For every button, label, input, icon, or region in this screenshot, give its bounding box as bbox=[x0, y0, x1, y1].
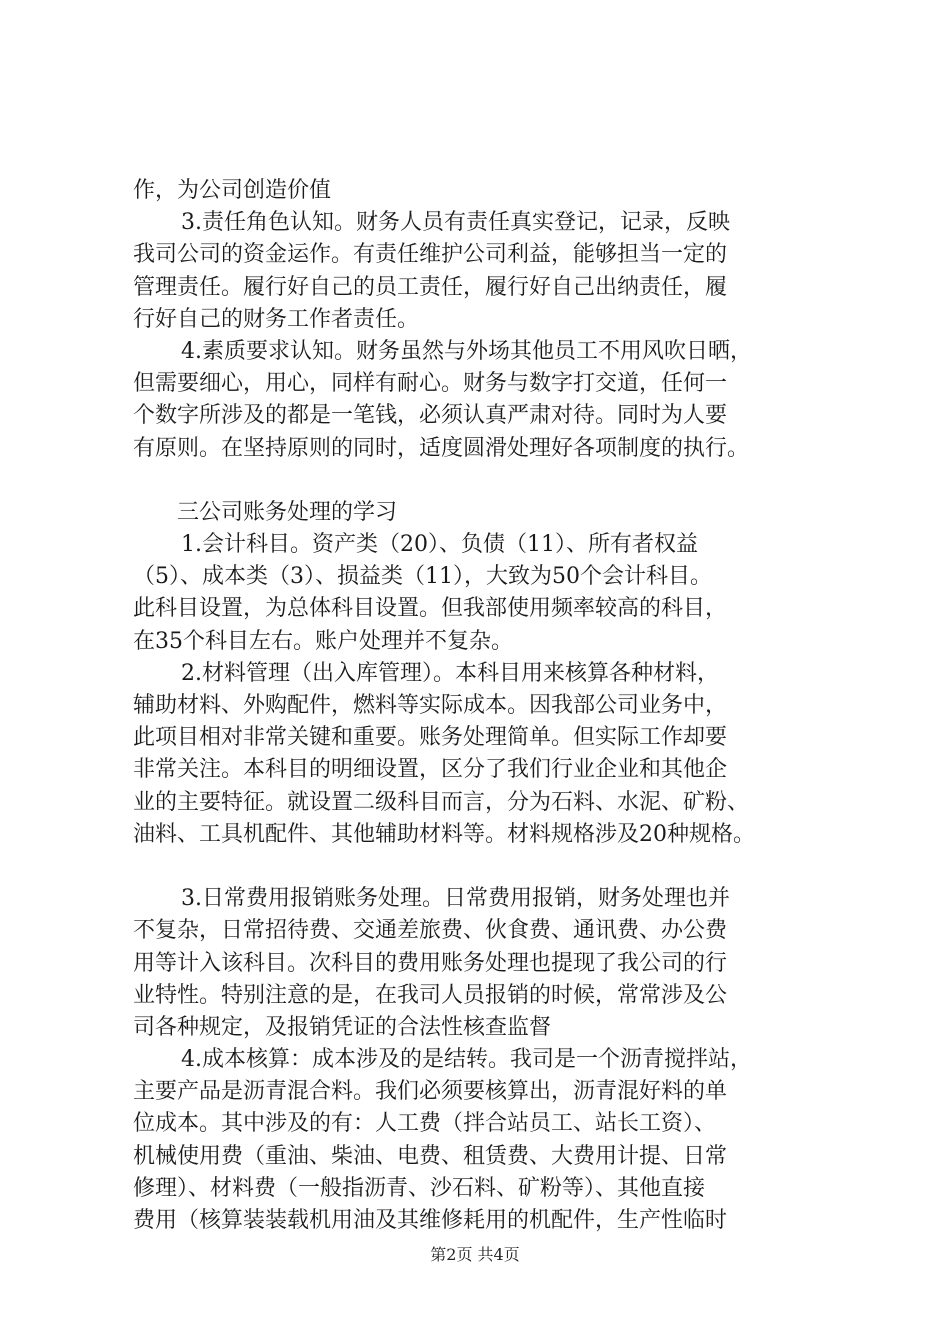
text-line: 2.材料管理（出入库管理）。本科目用来核算各种材料， bbox=[181, 660, 719, 686]
section-heading: 三公司账务处理的学习 bbox=[177, 499, 398, 525]
text-line: 3.日常费用报销账务处理。日常费用报销，财务处理也并 bbox=[181, 886, 730, 912]
text-line: 行好自己的财务工作者责任。 bbox=[133, 306, 420, 332]
text-line: 油料、工具机配件、其他辅助材料等。材料规格涉及20种规格。 bbox=[133, 821, 755, 847]
paragraph-gap bbox=[133, 851, 838, 883]
paragraph-gap bbox=[133, 465, 838, 497]
text-line: 此项目相对非常关键和重要。账务处理简单。但实际工作却要 bbox=[133, 725, 728, 751]
text-line: （5）、成本类（3）、损益类（11），大致为50个会计科目。 bbox=[133, 564, 712, 590]
text-line: 费用（核算装装载机用油及其维修耗用的机配件，生产性临时 bbox=[133, 1208, 728, 1233]
text-line: 非常关注。本科目的明细设置，区分了我们行业企业和其他企 bbox=[133, 757, 728, 783]
text-line: 此科目设置，为总体科目设置。但我部使用频率较高的科目， bbox=[133, 596, 728, 622]
document-body bbox=[133, 175, 838, 1237]
text-line: 3.责任角色认知。财务人员有责任真实登记，记录，反映 bbox=[181, 210, 730, 236]
text-line: 4.成本核算：成本涉及的是结转。我司是一个沥青搅拌站， bbox=[181, 1047, 752, 1073]
text-line: 我司公司的资金运作。有责任维护公司利益，能够担当一定的 bbox=[133, 242, 728, 268]
text-line: 用等计入该科目。次科目的费用账务处理也提现了我公司的行 bbox=[133, 950, 728, 976]
text-line: 修理）、材料费（一般指沥青、沙石料、矿粉等）、其他直接 bbox=[133, 1175, 706, 1201]
text-line: 辅助材料、外购配件，燃料等实际成本。因我部公司业务中， bbox=[133, 693, 728, 718]
text-line: 作，为公司创造价值 bbox=[133, 178, 332, 203]
text-line: 主要产品是沥青混合料。我们必须要核算出，沥青混好料的单 bbox=[133, 1079, 728, 1105]
text-line: 在35个科目左右。账户处理并不复杂。 bbox=[133, 628, 513, 654]
text-line: 1.会计科目。资产类（20）、负债（11）、所有者权益 bbox=[181, 532, 698, 558]
page-number-footer: 第2页 共4页 bbox=[430, 1245, 520, 1264]
text-line: 不复杂，日常招待费、交通差旅费、伙食费、通讯费、办公费 bbox=[133, 918, 728, 944]
text-line: 4.素质要求认知。财务虽然与外场其他员工不用风吹日晒， bbox=[181, 338, 752, 364]
text-line: 机械使用费（重油、柴油、电费、租赁费、大费用计提、日常 bbox=[133, 1143, 728, 1169]
text-line: 管理责任。履行好自己的员工责任，履行好自己出纳责任，履 bbox=[133, 274, 728, 300]
text-line: 但需要细心，用心，同样有耐心。财务与数字打交道，任何一 bbox=[133, 371, 728, 397]
text-line: 位成本。其中涉及的有：人工费（拌合站员工、站长工资）、 bbox=[133, 1111, 717, 1137]
text-line: 个数字所涉及的都是一笔钱，必须认真严肃对待。同时为人要 bbox=[133, 403, 728, 429]
text-line: 业的主要特征。就设置二级科目而言，分为石料、水泥、矿粉、 bbox=[133, 789, 750, 815]
text-line: 业特性。特别注意的是，在我司人员报销的时候，常常涉及公 bbox=[133, 982, 728, 1008]
text-line: 有原则。在坚持原则的同时，适度圆滑处理好各项制度的执行。 bbox=[133, 435, 750, 461]
text-line: 司各种规定，及报销凭证的合法性核查监督 bbox=[133, 1014, 552, 1040]
